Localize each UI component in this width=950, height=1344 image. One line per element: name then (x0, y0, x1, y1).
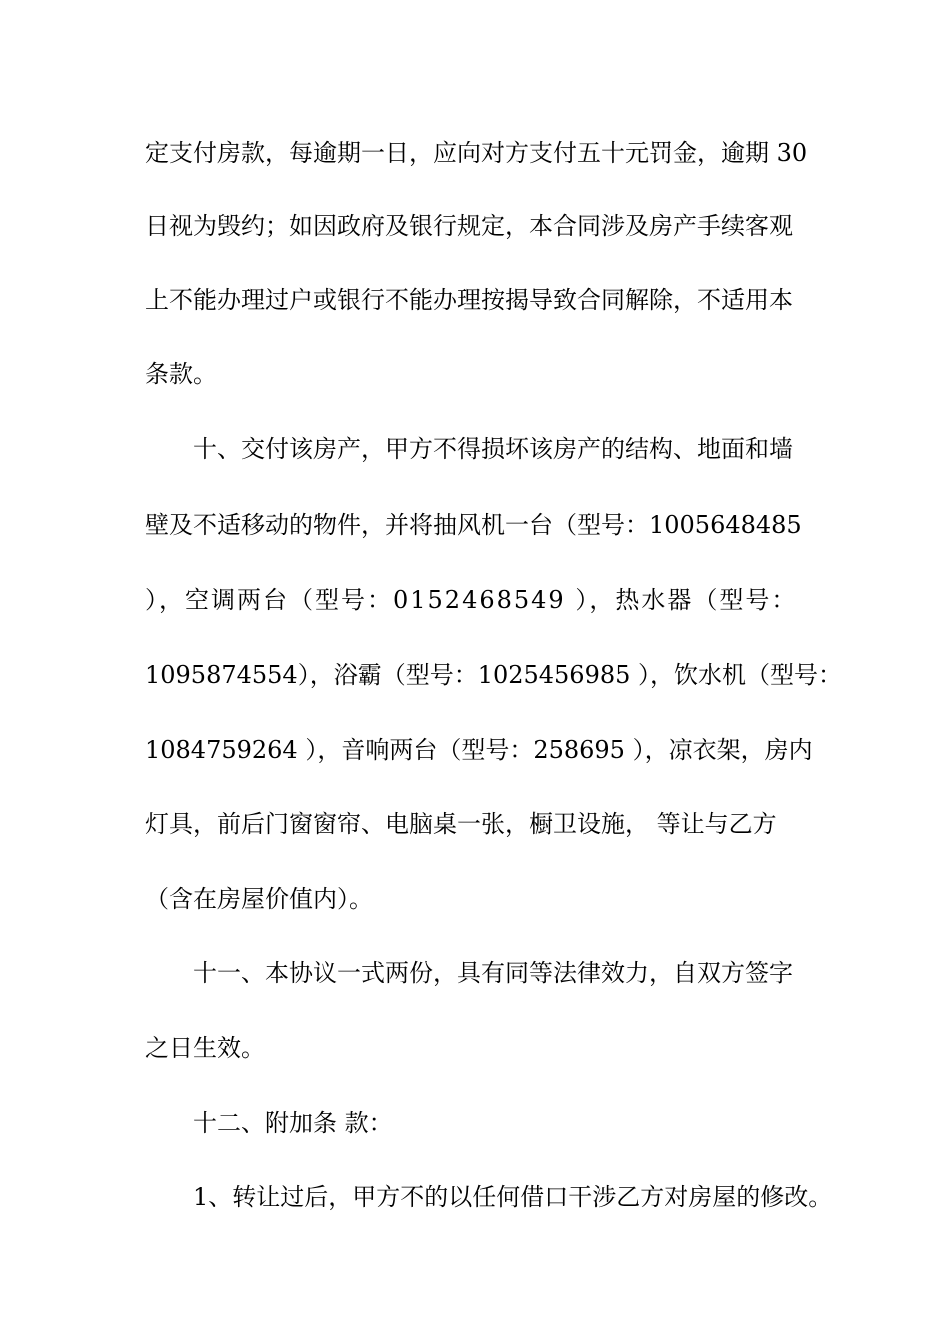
text-line: 定支付房款，每逾期一日，应向对方支付五十元罚金，逾期 30 (145, 139, 808, 167)
text-line: 灯具，前后门窗窗帘、电脑桌一张，橱卫设施， 等让与乙方 (145, 810, 777, 838)
text-line: 壁及不适移动的物件，并将抽风机一台（型号：1005648485 (145, 511, 802, 539)
text-line: 1084759264 ），音响两台（型号：258695 ），凉衣架，房内 (145, 736, 813, 764)
text-line: 条款。 (145, 360, 217, 388)
text-line: 之日生效。 (145, 1034, 265, 1062)
text-line: ），空调两台（型号：0152468549 ），热水器（型号： (145, 586, 798, 614)
text-line: 1095874554），浴霸（型号：1025456985 ），饮水机（型号： (145, 661, 843, 689)
sub-clause-one: 1、转让过后，甲方不的以任何借口干涉乙方对房屋的修改。 (193, 1183, 833, 1211)
text-line: （含在房屋价值内）。 (145, 885, 373, 913)
clause-twelve-heading: 十二、附加条 款： (193, 1109, 393, 1137)
clause-eleven-heading: 十一、本协议一式两份，具有同等法律效力，自双方签字 (193, 959, 793, 987)
clause-ten-heading: 十、交付该房产，甲方不得损坏该房产的结构、地面和墙 (193, 435, 793, 463)
text-line: 上不能办理过户或银行不能办理按揭导致合同解除，不适用本 (145, 286, 793, 314)
text-line: 日视为毁约；如因政府及银行规定，本合同涉及房产手续客观 (145, 212, 793, 240)
